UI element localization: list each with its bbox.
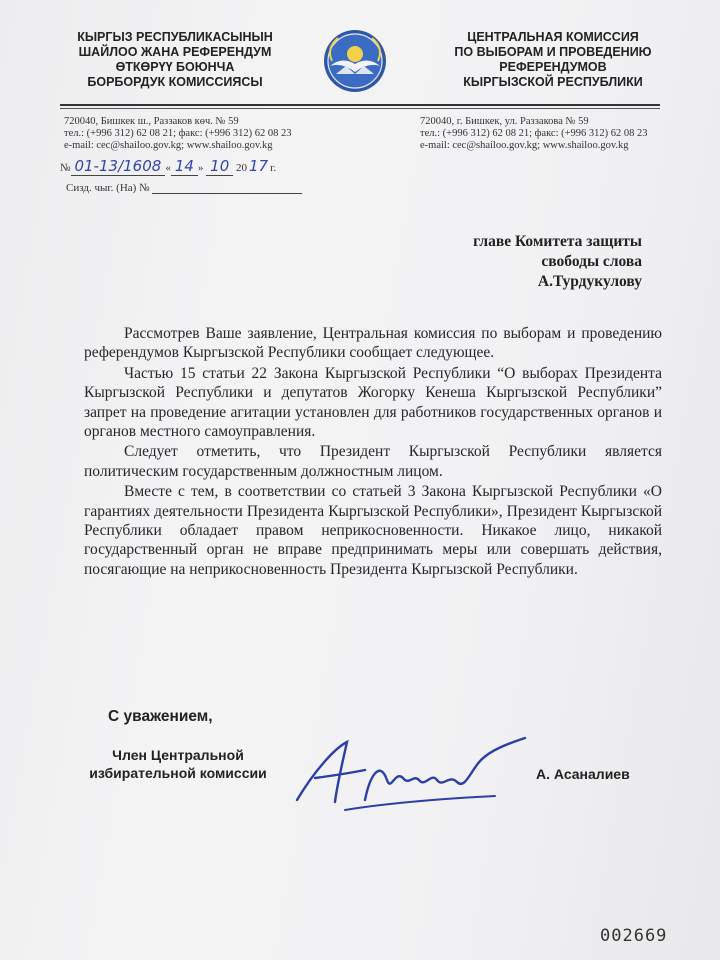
header-divider [60, 104, 660, 106]
header-right-line: РЕФЕРЕНДУМОВ [499, 60, 607, 74]
ref-day: 14 [174, 157, 194, 175]
header-right-line: КЫРГЫЗСКОЙ РЕСПУБЛИКИ [463, 75, 643, 89]
reference-number-line [60, 157, 276, 176]
address-left [64, 116, 324, 152]
ref-quote-open: « [165, 162, 171, 174]
ref-no-label: № [60, 162, 71, 174]
ref-year-prefix: 20 [236, 162, 248, 174]
header-right-line: ЦЕНТРАЛЬНАЯ КОМИССИЯ [467, 30, 639, 44]
closing-greeting: С уважением, [108, 708, 213, 725]
header-left-line: КЫРГЫЗ РЕСПУБЛИКАСЫНЫН [77, 30, 273, 44]
addressee [473, 232, 642, 292]
header-left-line: БОРБОРДУК КОМИССИЯСЫ [87, 75, 263, 89]
address-line: 720040, г. Бишкек, ул. Раззакова № 59 [420, 116, 589, 127]
ref-quote-close: » [197, 162, 204, 174]
signature-icon [285, 730, 535, 820]
reply-reference-line [66, 182, 302, 194]
header-right-line: ПО ВЫБОРАМ И ПРОВЕДЕНИЮ [454, 45, 652, 59]
kyrgyz-emblem-icon [322, 28, 388, 94]
addressee-line: главе Комитета защиты [473, 233, 642, 250]
body-paragraph: Частью 15 статьи 22 Закона Кыргызской Республики “О выборах Президента Кыргызской Республики и депутатов Жогорку Кенеша Кыргызской Республики” запрет на проведение агитации установлен для работников государственных органов и органов местного самоуправления. [84, 364, 662, 441]
body-paragraph: Вместе с тем, в соответствии со статьей 3 Закона Кыргызской Республики «О гарантиях деятельности Президента Кыргызской Республики», Президент Кыргызской Республики обладает правом неприкосновенности. Никакое лицо, никакой государственный орган не вправе предпринимать меры или совершать действия, посягающие на неприкосновенность Президента Кыргызской Республики. [84, 483, 662, 578]
address-right [420, 116, 680, 152]
role-line: избирательной комиссии [89, 765, 267, 781]
letter-body [84, 324, 662, 580]
header-left-org [60, 30, 290, 90]
role-line: Член Центральной [112, 747, 244, 763]
body-paragraph: Рассмотрев Ваше заявление, Центральная комиссия по выборам и проведению референдумов Кыргызской Республики сообщает следующее. [84, 325, 662, 362]
addressee-line: свободы слова [541, 253, 642, 270]
address-line: e-mail: cec@shailoo.gov.kg; www.shailoo.gov.kg [64, 140, 273, 151]
header-left-line: ШАЙЛОО ЖАНА РЕФЕРЕНДУМ [78, 45, 272, 59]
header-left-line: ӨТКӨРҮҮ БОЮНЧА [115, 60, 235, 74]
ref-year-suffix: 17 [249, 157, 269, 175]
header-divider-thin [60, 108, 660, 109]
reply-label: Сизд. чыг. (На) № [66, 182, 150, 194]
address-line: 720040, Бишкек ш., Раззаков көч. № 59 [64, 116, 239, 127]
serial-number: 002669 [600, 926, 668, 946]
reply-blank [152, 183, 302, 194]
body-paragraph: Следует отметить, что Президент Кыргызской Республики является политическим государственным должностным лицом. [84, 443, 662, 480]
address-line: тел.: (+996 312) 62 08 21; факс: (+996 312) 62 08 23 [420, 128, 648, 139]
addressee-name: А.Турдукулову [537, 273, 642, 290]
ref-number: 01-13/1608 [74, 157, 162, 175]
signer-role [78, 746, 278, 782]
address-line: тел.: (+996 312) 62 08 21; факс: (+996 312) 62 08 23 [64, 128, 292, 139]
signer-name: А. Асаналиев [536, 766, 630, 782]
header-right-org [438, 30, 668, 90]
address-line: e-mail: cec@shailoo.gov.kg; www.shailoo.gov.kg [420, 140, 629, 151]
ref-month: 10 [210, 157, 230, 175]
ref-year-label: г. [270, 162, 277, 174]
